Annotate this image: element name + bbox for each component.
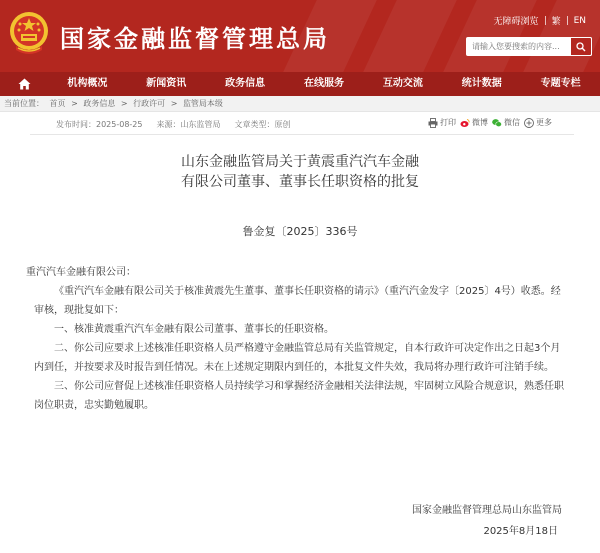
wechat-share-button[interactable] [492, 117, 520, 128]
top-links [488, 14, 592, 27]
print-icon [428, 118, 438, 128]
national-emblem-icon [8, 10, 50, 58]
addressee: 重汽汽车金融有限公司： [26, 267, 136, 278]
weibo-label: 微博 [472, 118, 488, 127]
article-title [0, 152, 600, 192]
nav-item-about[interactable]: 机构概况 [67, 78, 108, 89]
breadcrumb-admin-license[interactable]: 行政许可 [133, 99, 166, 108]
plus-icon [524, 118, 534, 128]
article-title-line-2: 有限公司董事、董事长任职资格的批复 [181, 174, 419, 190]
weibo-icon [460, 118, 470, 128]
paragraph: 二、你公司应要求上述核准任职资格人员严格遵守金融监管总局有关监管规定，自本行政许可决定作出之日起3个月内到任，并按要求及时报告到任情况。未在上述规定期限内到任的，本批复文件失效，我局将办理行政许可注销手续。 [34, 343, 561, 373]
paragraph: 《重汽汽车金融有限公司关于核准黄震先生董事、董事长任职资格的请示》（重汽汽金发字〔2025〕4号）收悉。经审核，现批复如下： [34, 286, 561, 316]
traditional-chinese-link[interactable]: 繁 [551, 17, 561, 27]
nav-item-special-topics[interactable]: 专题专栏 [540, 78, 581, 89]
search-input[interactable] [466, 38, 570, 55]
print-label: 打印 [440, 118, 456, 127]
breadcrumb [0, 96, 600, 112]
signature [412, 500, 562, 542]
english-link[interactable]: EN [573, 15, 586, 26]
search-button[interactable] [570, 37, 592, 56]
search-icon [576, 42, 586, 52]
wechat-label: 微信 [504, 118, 520, 127]
document-number: 鲁金复〔2025〕336号 [242, 225, 358, 238]
nav-item-statistics[interactable]: 统计数据 [461, 78, 502, 89]
share-tools [424, 117, 552, 128]
paragraph: 一、核准黄震重汽汽车金融有限公司董事、董事长的任职资格。 [54, 324, 334, 335]
paragraph: 三、你公司应督促上述核准任职资格人员持续学习和掌握经济金融相关法律法规，牢固树立风险合规意识，熟悉任职岗位职责，忠实勤勉履职。 [34, 381, 564, 411]
signature-org: 国家金融监督管理总局山东监管局 [412, 505, 562, 516]
breadcrumb-home[interactable]: 首页 [49, 99, 66, 108]
home-icon [18, 78, 31, 90]
wechat-icon [492, 118, 502, 128]
accessibility-link[interactable]: 无障碍浏览 [493, 17, 539, 27]
article-meta [0, 113, 600, 135]
publish-time: 发布时间：2025-08-25 [56, 119, 143, 129]
breadcrumb-separator: > [120, 99, 128, 108]
site-title: 国家金融监督管理总局 [60, 25, 330, 53]
weibo-share-button[interactable] [460, 117, 488, 128]
article-body [0, 263, 600, 415]
print-button[interactable] [428, 117, 456, 128]
site-header [0, 0, 600, 72]
breadcrumb-label: 当前位置： [4, 99, 44, 108]
more-share-button[interactable] [524, 117, 552, 128]
nav-item-online-services[interactable]: 在线服务 [304, 78, 344, 89]
nav-item-government-info[interactable]: 政务信息 [225, 78, 266, 89]
breadcrumb-separator: > [71, 99, 78, 108]
search-box [466, 37, 592, 56]
breadcrumb-local-bureau[interactable]: 监管局本级 [182, 99, 223, 108]
main-nav [0, 72, 600, 96]
breadcrumb-separator: > [170, 99, 178, 108]
article-source: 来源：山东监管局 [156, 119, 221, 129]
nav-item-interaction[interactable]: 互动交流 [382, 78, 423, 89]
signature-date: 2025年8月18日 [483, 526, 558, 537]
nav-home[interactable] [0, 72, 48, 96]
article-title-line-1: 山东金融监管局关于黄震重汽汽车金融 [181, 154, 419, 170]
nav-item-news[interactable]: 新闻资讯 [146, 78, 187, 89]
breadcrumb-government-info[interactable]: 政务信息 [83, 99, 116, 108]
article-type: 文章类型：原创 [234, 119, 291, 129]
more-label: 更多 [536, 118, 552, 127]
